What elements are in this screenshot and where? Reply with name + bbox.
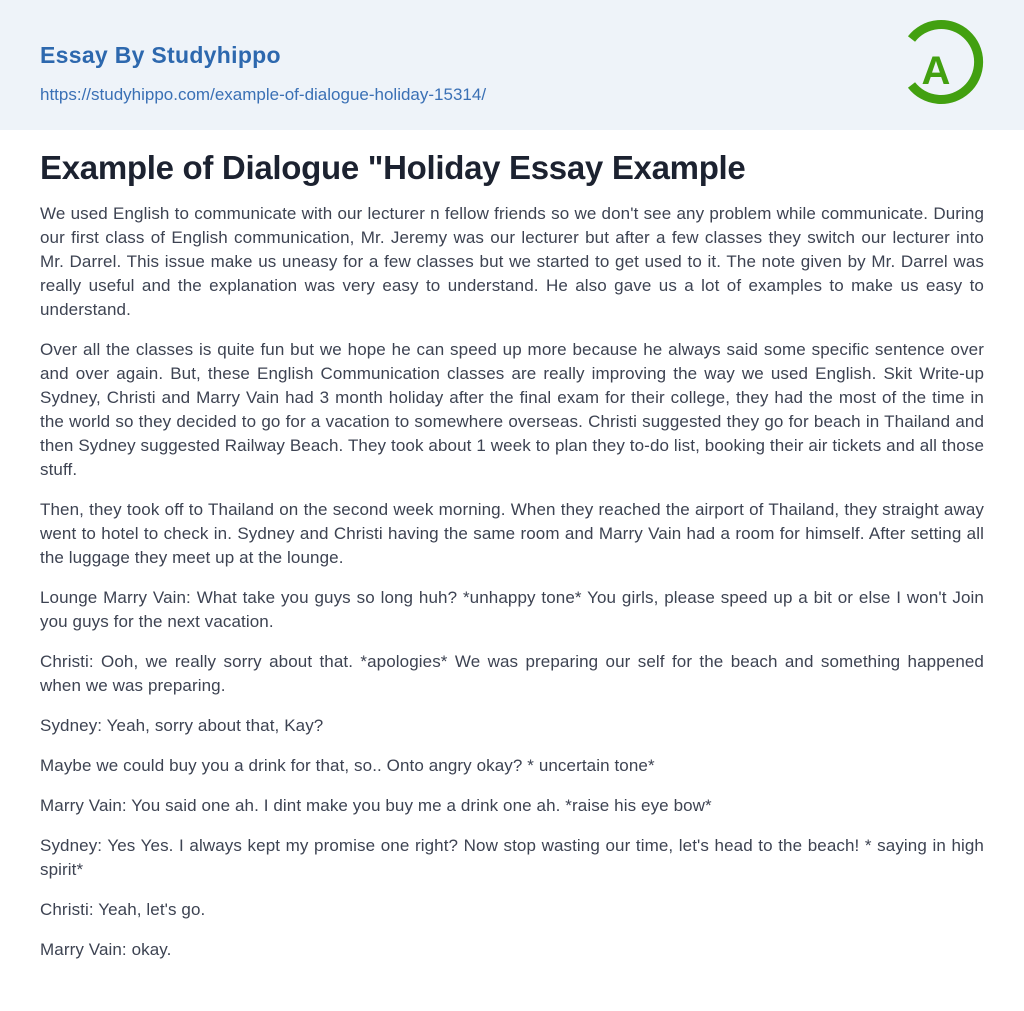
article-paragraph: Then, they took off to Thailand on the second week morning. When they reached the airport of Thailand, they straight away went to hotel to check in. Sydney and Christi having the same room and Marry Vain had a room for himself. After setting all the luggage they meet up at the lounge. [40, 500, 984, 567]
site-url-link[interactable]: https://studyhippo.com/example-of-dialogue-holiday-15314/ [40, 85, 487, 104]
site-header [0, 0, 1024, 130]
article-paragraph: Sydney: Yeah, sorry about that, Kay? [40, 716, 324, 735]
article-paragraph: Christi: Yeah, let's go. [40, 900, 206, 919]
logo-letter: A [921, 49, 951, 93]
article [0, 148, 1024, 962]
studyhippo-logo-icon[interactable] [900, 12, 986, 108]
article-paragraph: Lounge Marry Vain: What take you guys so long huh? *unhappy tone* You girls, please speed up a bit or else I won't Join you guys for the next vacation. [40, 588, 984, 631]
article-paragraph: Sydney: Yes Yes. I always kept my promise one right? Now stop wasting our time, let's head to the beach! * saying in high spirit* [40, 836, 984, 879]
article-paragraph: Marry Vain: You said one ah. I dint make you buy me a drink one ah. *raise his eye bow* [40, 796, 712, 815]
article-body [40, 202, 984, 962]
article-paragraph: Maybe we could buy you a drink for that, so.. Onto angry okay? * uncertain tone* [40, 756, 655, 775]
site-title: Essay By Studyhippo [40, 42, 281, 68]
article-paragraph: Christi: Ooh, we really sorry about that. *apologies* We was preparing our self for the beach and something happened when we was preparing. [40, 652, 984, 695]
article-paragraph: We used English to communicate with our lecturer n fellow friends so we don't see any problem while communicate. During our first class of English communication, Mr. Jeremy was our lecturer but after a few classes they switch our lecturer into Mr. Darrel. This issue make us uneasy for a few classes but we started to get used to it. The note given by Mr. Darrel was really useful and the explanation was very easy to understand. He also gave us a lot of examples to make us easy to understand. [40, 204, 984, 319]
article-title: Example of Dialogue "Holiday Essay Example [40, 149, 746, 186]
article-paragraph: Over all the classes is quite fun but we hope he can speed up more because he always said some specific sentence over and over again. But, these English Communication classes are really improving the way we used English. Skit Write-up Sydney, Christi and Marry Vain had 3 month holiday after the final exam for their college, they had the most of the time in the world so they decided to go for a vacation to somewhere overseas. Christi suggested they go for beach in Thailand and then Sydney suggested Railway Beach. They took about 1 week to plan they to-do list, booking their air tickets and all those stuff. [40, 340, 984, 479]
article-paragraph: Marry Vain: okay. [40, 940, 172, 959]
